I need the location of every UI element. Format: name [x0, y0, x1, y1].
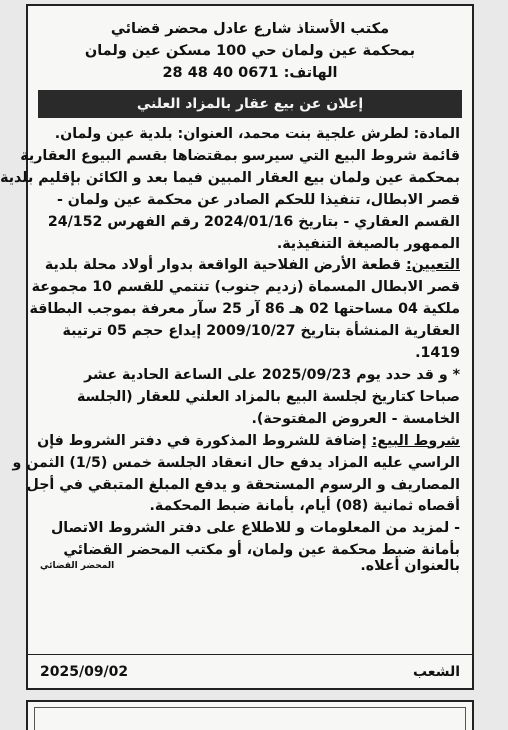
phone-line	[40, 62, 460, 84]
text-line: 1419.	[415, 345, 460, 362]
newspaper-name: الشعب	[412, 663, 460, 680]
text-line: قصر الابطال المسماة (زديم جنوب) تنتمي للقسم 10 مجموعة	[31, 279, 460, 296]
text-line: المصاريف و الرسوم المستحقة و يدفع المبلغ المتبقي في أجل	[26, 476, 460, 493]
paragraph-contact	[40, 518, 460, 578]
text-line: الراسي عليه المزاد يدفع حال انعقاد الجلسة خمس (1/5) الثمن و	[12, 454, 460, 471]
paragraph-property	[29, 255, 460, 365]
next-notice-inner-border	[34, 707, 466, 730]
text-line: ملكية 04 مساحتها 02 هـ 86 آر 25 سآر معرفة بموجب البطاقة	[29, 301, 460, 318]
text-line: * و قد حدد يوم 2025/09/23 على الساعة الحادية عشر	[84, 366, 460, 383]
text-line: المادة: لطرش علجية بنت محمد، العنوان: بلدية عين ولمان.	[54, 126, 460, 142]
office-name: مكتب الأستاذ شارع عادل محضر قضائي	[110, 21, 390, 37]
paragraph-session	[40, 365, 460, 431]
text-line: الخامسة - العروض المفتوحة).	[251, 410, 460, 427]
text-line: القسم العقاري - بتاريخ 2024/01/16 رقم الفهرس 24/152	[47, 213, 460, 230]
text-line	[37, 431, 460, 453]
paragraph-conditions	[12, 431, 460, 519]
next-notice-frame	[26, 700, 474, 730]
conditions-label: شروط البيع:	[371, 432, 460, 449]
text-line: بأمانة ضبط محكمة عين ولمان، أو مكتب المحضر القضائي	[63, 542, 460, 559]
office-address: بمحكمة عين ولمان حي 100 مسكن عين ولمان	[84, 43, 416, 59]
publication-footer	[28, 654, 472, 688]
text-line: أقصاه ثمانية (08) أيام، بأمانة ضبط المحكمة.	[149, 498, 460, 515]
text-line: قصر الابطال، تنفيذا للحكم الصادر عن محكمة عين ولمان -	[56, 191, 460, 208]
text-line: بمحكمة عين ولمان بيع العقار المبين فيما بعد و الكائن بإقليم بلدية	[0, 169, 460, 186]
paragraph-parties	[0, 124, 460, 255]
notice-title-banner: إعلان عن بيع عقار بالمزاد العلني	[38, 90, 462, 118]
auction-notice	[0, 4, 474, 690]
publication-date: 2025/09/02	[40, 663, 129, 680]
bailiff-header	[40, 18, 460, 84]
text-line: بالعنوان أعلاه.	[360, 558, 460, 575]
text-line: العقارية المنشأة بتاريخ 2009/10/27 إيداع حجم 05 ترتيبة	[62, 323, 460, 340]
phone-label: الهاتف:	[283, 65, 338, 81]
conditions-text: إضافة للشروط المذكورة في دفتر الشروط فإن	[37, 432, 372, 449]
bailiff-signature: المحضر القضائي	[40, 561, 115, 572]
text-line	[40, 255, 460, 277]
phone-number: 28 48 40 0671	[162, 65, 279, 81]
text-line: - لمزيد من المعلومات و للاطلاع على دفتر الشروط الاتصال	[51, 520, 460, 537]
notice-body	[0, 124, 460, 578]
property-text: قطعة الأرض الفلاحية الواقعة بدوار أولاد محلة بلدية	[44, 257, 406, 274]
text-line: قائمة شروط البيع التي سيرسو بمقتضاها بقسم البيوع العقارية	[20, 147, 460, 164]
property-label: التعيين:	[405, 257, 460, 274]
text-line: الممهور بالصيغة التنفيذية.	[276, 235, 460, 252]
text-line: صباحا كتاريخ لجلسة البيع بالمزاد العلني للعقار (الجلسة	[76, 388, 460, 405]
